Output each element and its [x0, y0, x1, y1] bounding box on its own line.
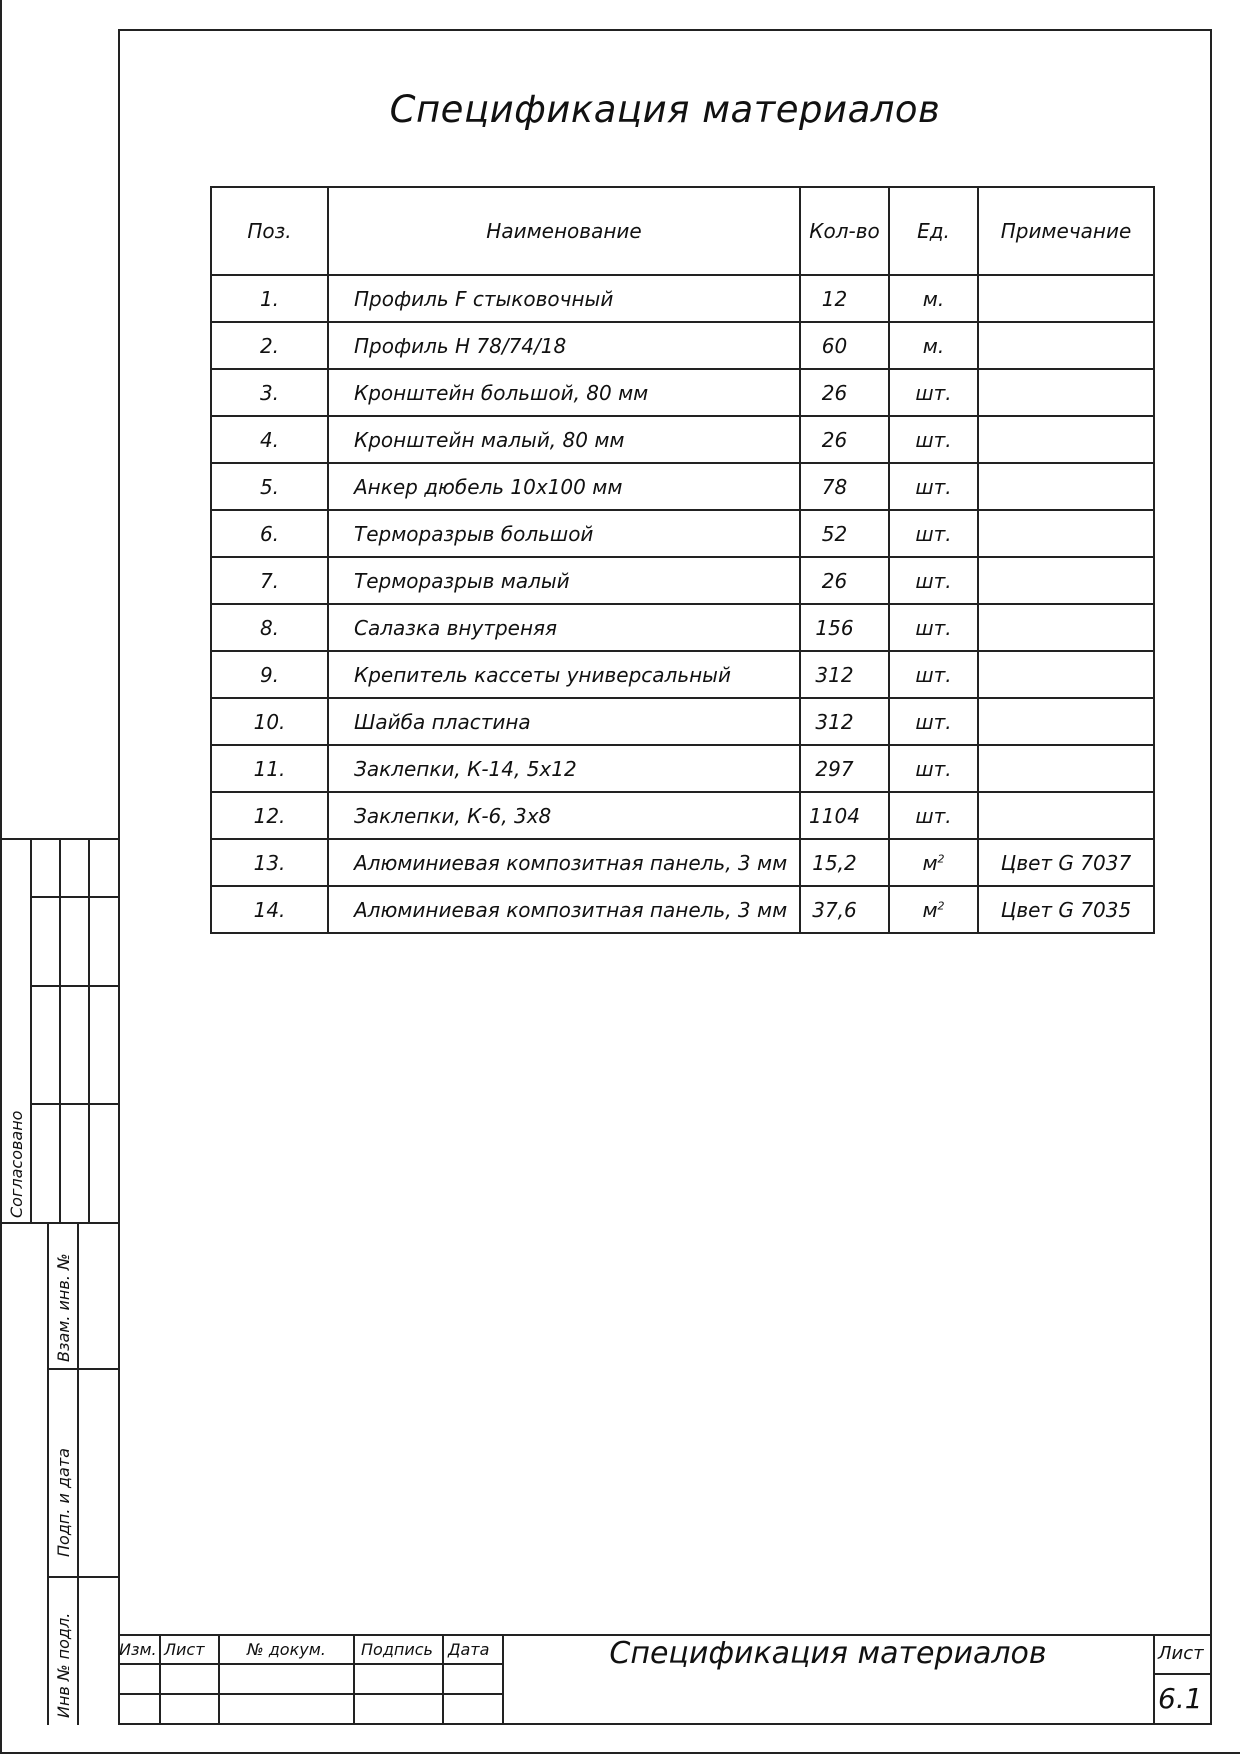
cell-pos-text: 8.: [259, 615, 280, 640]
cell-pos-text: 10.: [253, 709, 286, 734]
cell-unit: [889, 651, 978, 698]
cell-name-text: Анкер дюбель 10х100 мм: [354, 474, 623, 499]
cell-name-text: Салазка внутреняя: [354, 615, 558, 640]
cell-unit: [889, 463, 978, 510]
cell-note-text: Цвет G 7035: [1000, 897, 1132, 922]
stamp-sheet-number: 6.1: [1158, 1682, 1203, 1715]
cell-pos: [211, 886, 328, 933]
table-row: [211, 510, 1154, 557]
unit-superscript: 2: [937, 898, 945, 912]
cell-name-text: Шайба пластина: [354, 709, 531, 734]
cell-name: [328, 416, 800, 463]
cell-name-text: Заклепки, К-6, 3х8: [354, 803, 552, 828]
cell-unit-text: шт.: [915, 662, 952, 687]
header-qty: Кол-во: [800, 187, 889, 275]
cell-unit: [889, 416, 978, 463]
cell-unit-text: шт.: [915, 427, 952, 452]
cell-name: [328, 839, 800, 886]
stamp-divider: [118, 1663, 502, 1665]
cell-note: [978, 886, 1154, 933]
stamp-divider: [353, 1634, 355, 1725]
cell-name: [328, 463, 800, 510]
stamp-sheet-label: Лист: [1158, 1643, 1204, 1664]
cell-unit-text: шт.: [915, 615, 952, 640]
cell-qty: [800, 463, 889, 510]
margin-divider: [47, 1222, 49, 1725]
cell-unit-text: шт.: [915, 803, 952, 828]
table-row: [211, 557, 1154, 604]
table-row: [211, 698, 1154, 745]
margin-divider: [0, 1222, 118, 1224]
cell-unit-text: шт.: [915, 380, 952, 405]
cell-qty: [800, 698, 889, 745]
cell-unit-text: м: [922, 897, 938, 922]
cell-note: [978, 463, 1154, 510]
cell-qty-text: 26: [821, 427, 848, 452]
cell-name: [328, 651, 800, 698]
margin-divider: [30, 896, 118, 898]
cell-pos: [211, 745, 328, 792]
stamp-label-izm: Изм.: [119, 1640, 157, 1659]
cell-name: [328, 886, 800, 933]
table-row: [211, 792, 1154, 839]
cell-pos-text: 14.: [253, 897, 286, 922]
cell-unit: [889, 839, 978, 886]
cell-qty: [800, 322, 889, 369]
cell-note: [978, 698, 1154, 745]
cell-pos: [211, 604, 328, 651]
specification-table: [210, 186, 1155, 934]
cell-qty-text: 1104: [809, 803, 860, 828]
cell-qty-text: 60: [821, 333, 848, 358]
cell-note: [978, 651, 1154, 698]
cell-unit-text: шт.: [915, 568, 952, 593]
cell-pos: [211, 369, 328, 416]
stamp-label-signature: Подпись: [361, 1640, 433, 1659]
unit-superscript: 2: [937, 851, 945, 865]
cell-unit: [889, 322, 978, 369]
cell-note: [978, 557, 1154, 604]
cell-qty-text: 26: [821, 568, 848, 593]
table-row: [211, 463, 1154, 510]
cell-name-text: Алюминиевая композитная панель, 3 мм: [354, 897, 788, 922]
stamp-label-doc-no: № докум.: [247, 1640, 326, 1659]
cell-name-text: Профиль F стыковочный: [354, 286, 614, 311]
margin-divider: [47, 1576, 118, 1578]
table-row: [211, 745, 1154, 792]
cell-name-text: Кронштейн малый, 80 мм: [354, 427, 625, 452]
cell-note: [978, 510, 1154, 557]
cell-pos: [211, 792, 328, 839]
cell-qty-text: 26: [821, 380, 848, 405]
cell-name: [328, 604, 800, 651]
cell-qty-text: 52: [821, 521, 848, 546]
cell-unit-text: шт.: [915, 709, 952, 734]
cell-name: [328, 369, 800, 416]
table-row: [211, 604, 1154, 651]
cell-name: [328, 698, 800, 745]
stamp-divider: [218, 1634, 220, 1725]
cell-name-text: Заклепки, К-14, 5х12: [354, 756, 577, 781]
cell-name: [328, 275, 800, 322]
cell-unit-text: м.: [922, 286, 945, 311]
stamp-label-list: Лист: [164, 1640, 205, 1659]
header-unit: Ед.: [889, 187, 978, 275]
stamp-divider: [159, 1634, 161, 1725]
cell-unit-text: м: [922, 850, 938, 875]
cell-pos-text: 4.: [259, 427, 280, 452]
stamp-label-date: Дата: [448, 1640, 490, 1659]
cell-pos: [211, 322, 328, 369]
cell-name-text: Терморазрыв большой: [354, 521, 594, 546]
cell-name-text: Алюминиевая композитная панель, 3 мм: [354, 850, 788, 875]
stamp-title: Спецификация материалов: [609, 1636, 1047, 1671]
cell-qty-text: 15,2: [812, 850, 857, 875]
cell-unit-text: шт.: [915, 756, 952, 781]
cell-qty: [800, 886, 889, 933]
cell-name-text: Терморазрыв малый: [354, 568, 570, 593]
cell-qty-text: 156: [815, 615, 854, 640]
cell-note: [978, 604, 1154, 651]
header-note: Примечание: [978, 187, 1154, 275]
cell-qty-text: 297: [815, 756, 854, 781]
cell-pos: [211, 510, 328, 557]
cell-unit: [889, 557, 978, 604]
table-row: [211, 839, 1154, 886]
cell-qty-text: 37,6: [812, 897, 857, 922]
stamp-divider: [442, 1634, 444, 1725]
cell-qty: [800, 839, 889, 886]
cell-pos-text: 13.: [253, 850, 286, 875]
cell-pos: [211, 463, 328, 510]
cell-pos-text: 5.: [259, 474, 280, 499]
cell-qty: [800, 745, 889, 792]
stamp-divider: [118, 1693, 502, 1695]
cell-name-text: Крепитель кассеты универсальный: [354, 662, 731, 687]
cell-pos: [211, 557, 328, 604]
cell-name: [328, 792, 800, 839]
cell-unit: [889, 698, 978, 745]
cell-pos-text: 9.: [259, 662, 280, 687]
cell-name: [328, 322, 800, 369]
cell-pos: [211, 416, 328, 463]
cell-pos: [211, 651, 328, 698]
cell-note: [978, 416, 1154, 463]
cell-note: [978, 745, 1154, 792]
cell-unit: [889, 275, 978, 322]
margin-divider: [30, 1103, 118, 1105]
margin-label-vzam: Взам. инв. №: [54, 1253, 73, 1362]
margin-label-inv-podl: Инв № подл.: [54, 1612, 73, 1718]
table-row: [211, 416, 1154, 463]
cell-pos-text: 6.: [259, 521, 280, 546]
cell-pos-text: 12.: [253, 803, 286, 828]
cell-unit-text: м.: [922, 333, 945, 358]
cell-name-text: Профиль Н 78/74/18: [354, 333, 567, 358]
cell-unit: [889, 886, 978, 933]
margin-label-agreed: Согласовано: [7, 1110, 26, 1218]
cell-qty: [800, 275, 889, 322]
cell-qty: [800, 510, 889, 557]
cell-note-text: Цвет G 7037: [1000, 850, 1132, 875]
table-row: [211, 322, 1154, 369]
cell-qty: [800, 416, 889, 463]
table-header-row: [211, 187, 1154, 275]
table-row: [211, 886, 1154, 933]
table-row: [211, 651, 1154, 698]
header-name: Наименование: [328, 187, 800, 275]
margin-label-podp-data: Подп. и дата: [54, 1448, 73, 1557]
cell-pos: [211, 839, 328, 886]
cell-qty: [800, 604, 889, 651]
table-row: [211, 369, 1154, 416]
cell-pos-text: 7.: [259, 568, 280, 593]
cell-pos: [211, 698, 328, 745]
table-body: [211, 275, 1154, 933]
cell-pos-text: 3.: [259, 380, 280, 405]
cell-name: [328, 510, 800, 557]
cell-note: [978, 322, 1154, 369]
cell-qty: [800, 651, 889, 698]
cell-name-text: Кронштейн большой, 80 мм: [354, 380, 649, 405]
margin-divider: [47, 1368, 118, 1370]
cell-pos-text: 1.: [259, 286, 280, 311]
cell-qty-text: 312: [815, 662, 854, 687]
stamp-divider: [1153, 1673, 1212, 1675]
cell-unit-text: шт.: [915, 474, 952, 499]
cell-qty-text: 312: [815, 709, 854, 734]
cell-note: [978, 792, 1154, 839]
cell-pos-text: 11.: [253, 756, 286, 781]
cell-qty-text: 78: [821, 474, 848, 499]
page-title: Спецификация материалов: [389, 88, 941, 131]
cell-qty: [800, 369, 889, 416]
cell-unit: [889, 604, 978, 651]
margin-divider: [30, 985, 118, 987]
table-row: [211, 275, 1154, 322]
cell-note: [978, 839, 1154, 886]
cell-unit: [889, 792, 978, 839]
cell-unit-text: шт.: [915, 521, 952, 546]
cell-pos-text: 2.: [259, 333, 280, 358]
cell-qty: [800, 557, 889, 604]
cell-unit: [889, 510, 978, 557]
cell-note: [978, 369, 1154, 416]
cell-qty: [800, 792, 889, 839]
cell-name: [328, 557, 800, 604]
cell-name: [328, 745, 800, 792]
cell-note: [978, 275, 1154, 322]
cell-pos: [211, 275, 328, 322]
margin-divider: [77, 1222, 79, 1725]
header-pos: Поз.: [211, 187, 328, 275]
cell-qty-text: 12: [821, 286, 848, 311]
cell-unit: [889, 369, 978, 416]
cell-unit: [889, 745, 978, 792]
